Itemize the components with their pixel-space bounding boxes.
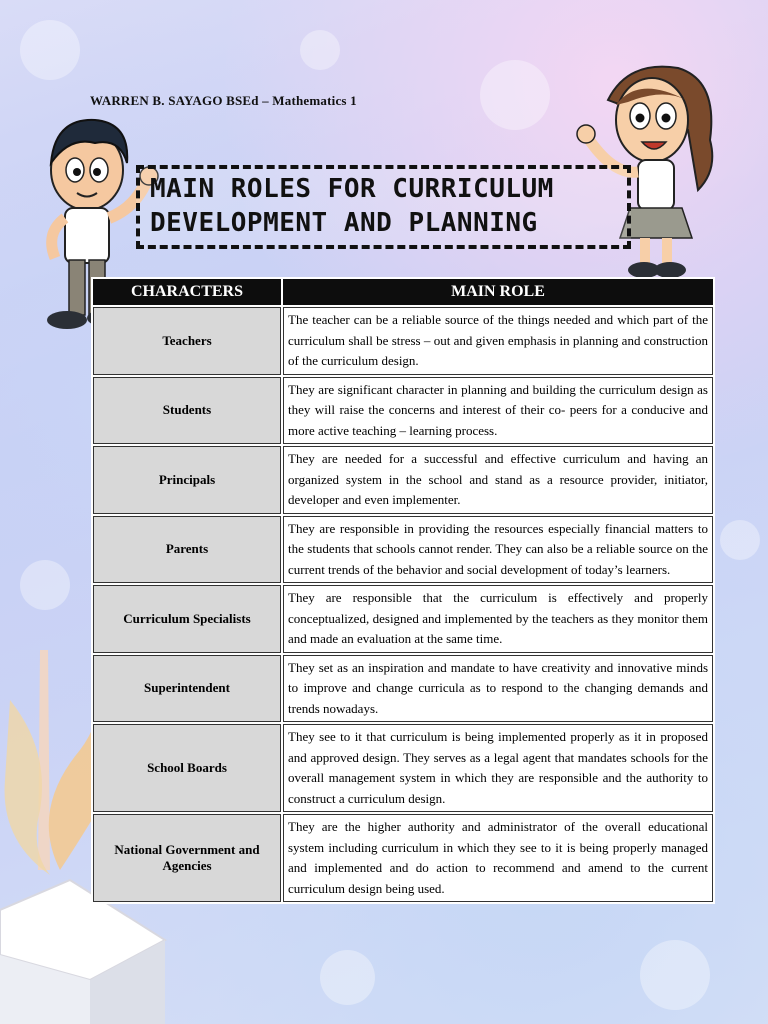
role-cell: They see to it that curriculum is being implemented properly as it in proposed and approved design. They serves as a legal agent that mandates schools for the overall management system in which they are responsible and the authority to construct a curriculum design. [283, 724, 713, 812]
role-cell: They are significant character in planning and building the curriculum design as they will raise the concerns and interest of their co- peers for a conducive and more active teaching – learning process. [283, 377, 713, 445]
table-row [93, 814, 713, 902]
bokeh-light [300, 30, 340, 70]
roles-table [91, 277, 715, 904]
role-cell: They are needed for a successful and effective curriculum and having an organized system in the school and stand as a resource provider, initiator, developer and even implementer. [283, 446, 713, 514]
table-row [93, 655, 713, 723]
character-cell: School Boards [93, 724, 281, 812]
role-cell: They are responsible in providing the resources especially financial matters to the students that schools cannot render. They can also be a reliable source on the current trends of the behavior and social development of today’s learners. [283, 516, 713, 584]
column-header-main-role: MAIN ROLE [283, 279, 713, 305]
bokeh-light [640, 940, 710, 1010]
table-row [93, 724, 713, 812]
character-cell: Principals [93, 446, 281, 514]
bokeh-light [20, 560, 70, 610]
table-header-row [93, 279, 713, 305]
bokeh-light [320, 950, 375, 1005]
character-cell: National Government and Agencies [93, 814, 281, 902]
role-cell: The teacher can be a reliable source of the things needed and which part of the curriculum shall be stress – out and given emphasis in planning and construction of the curriculum design. [283, 307, 713, 375]
role-cell: They are responsible that the curriculum is effectively and properly conceptualized, designed and implemented by the teachers as they monitor them and made an evaluation at the same time. [283, 585, 713, 653]
character-cell: Curriculum Specialists [93, 585, 281, 653]
page-title [150, 172, 630, 240]
table-row [93, 516, 713, 584]
character-cell: Parents [93, 516, 281, 584]
character-cell: Superintendent [93, 655, 281, 723]
role-cell: They set as an inspiration and mandate to have creativity and innovative minds to improve and change curricula as to respond to the changing demands and trends nowadays. [283, 655, 713, 723]
bokeh-light [720, 520, 760, 560]
table-row [93, 585, 713, 653]
character-cell: Students [93, 377, 281, 445]
character-cell: Teachers [93, 307, 281, 375]
bokeh-light [480, 60, 550, 130]
table-row [93, 377, 713, 445]
table-row [93, 307, 713, 375]
table-row [93, 446, 713, 514]
roles-table-container [91, 277, 715, 904]
role-cell: They are the higher authority and administrator of the overall educational system including curriculum in which they see to it is being properly managed and implemented and do action to recommend and amend to the current curriculum design being used. [283, 814, 713, 902]
title-line-1: MAIN ROLES FOR CURRICULUM [150, 174, 554, 204]
bokeh-light [20, 20, 80, 80]
author-line: WARREN B. SAYAGO BSEd – Mathematics 1 [90, 93, 357, 108]
column-header-characters: CHARACTERS [93, 279, 281, 305]
title-line-2: DEVELOPMENT AND PLANNING [150, 208, 538, 238]
